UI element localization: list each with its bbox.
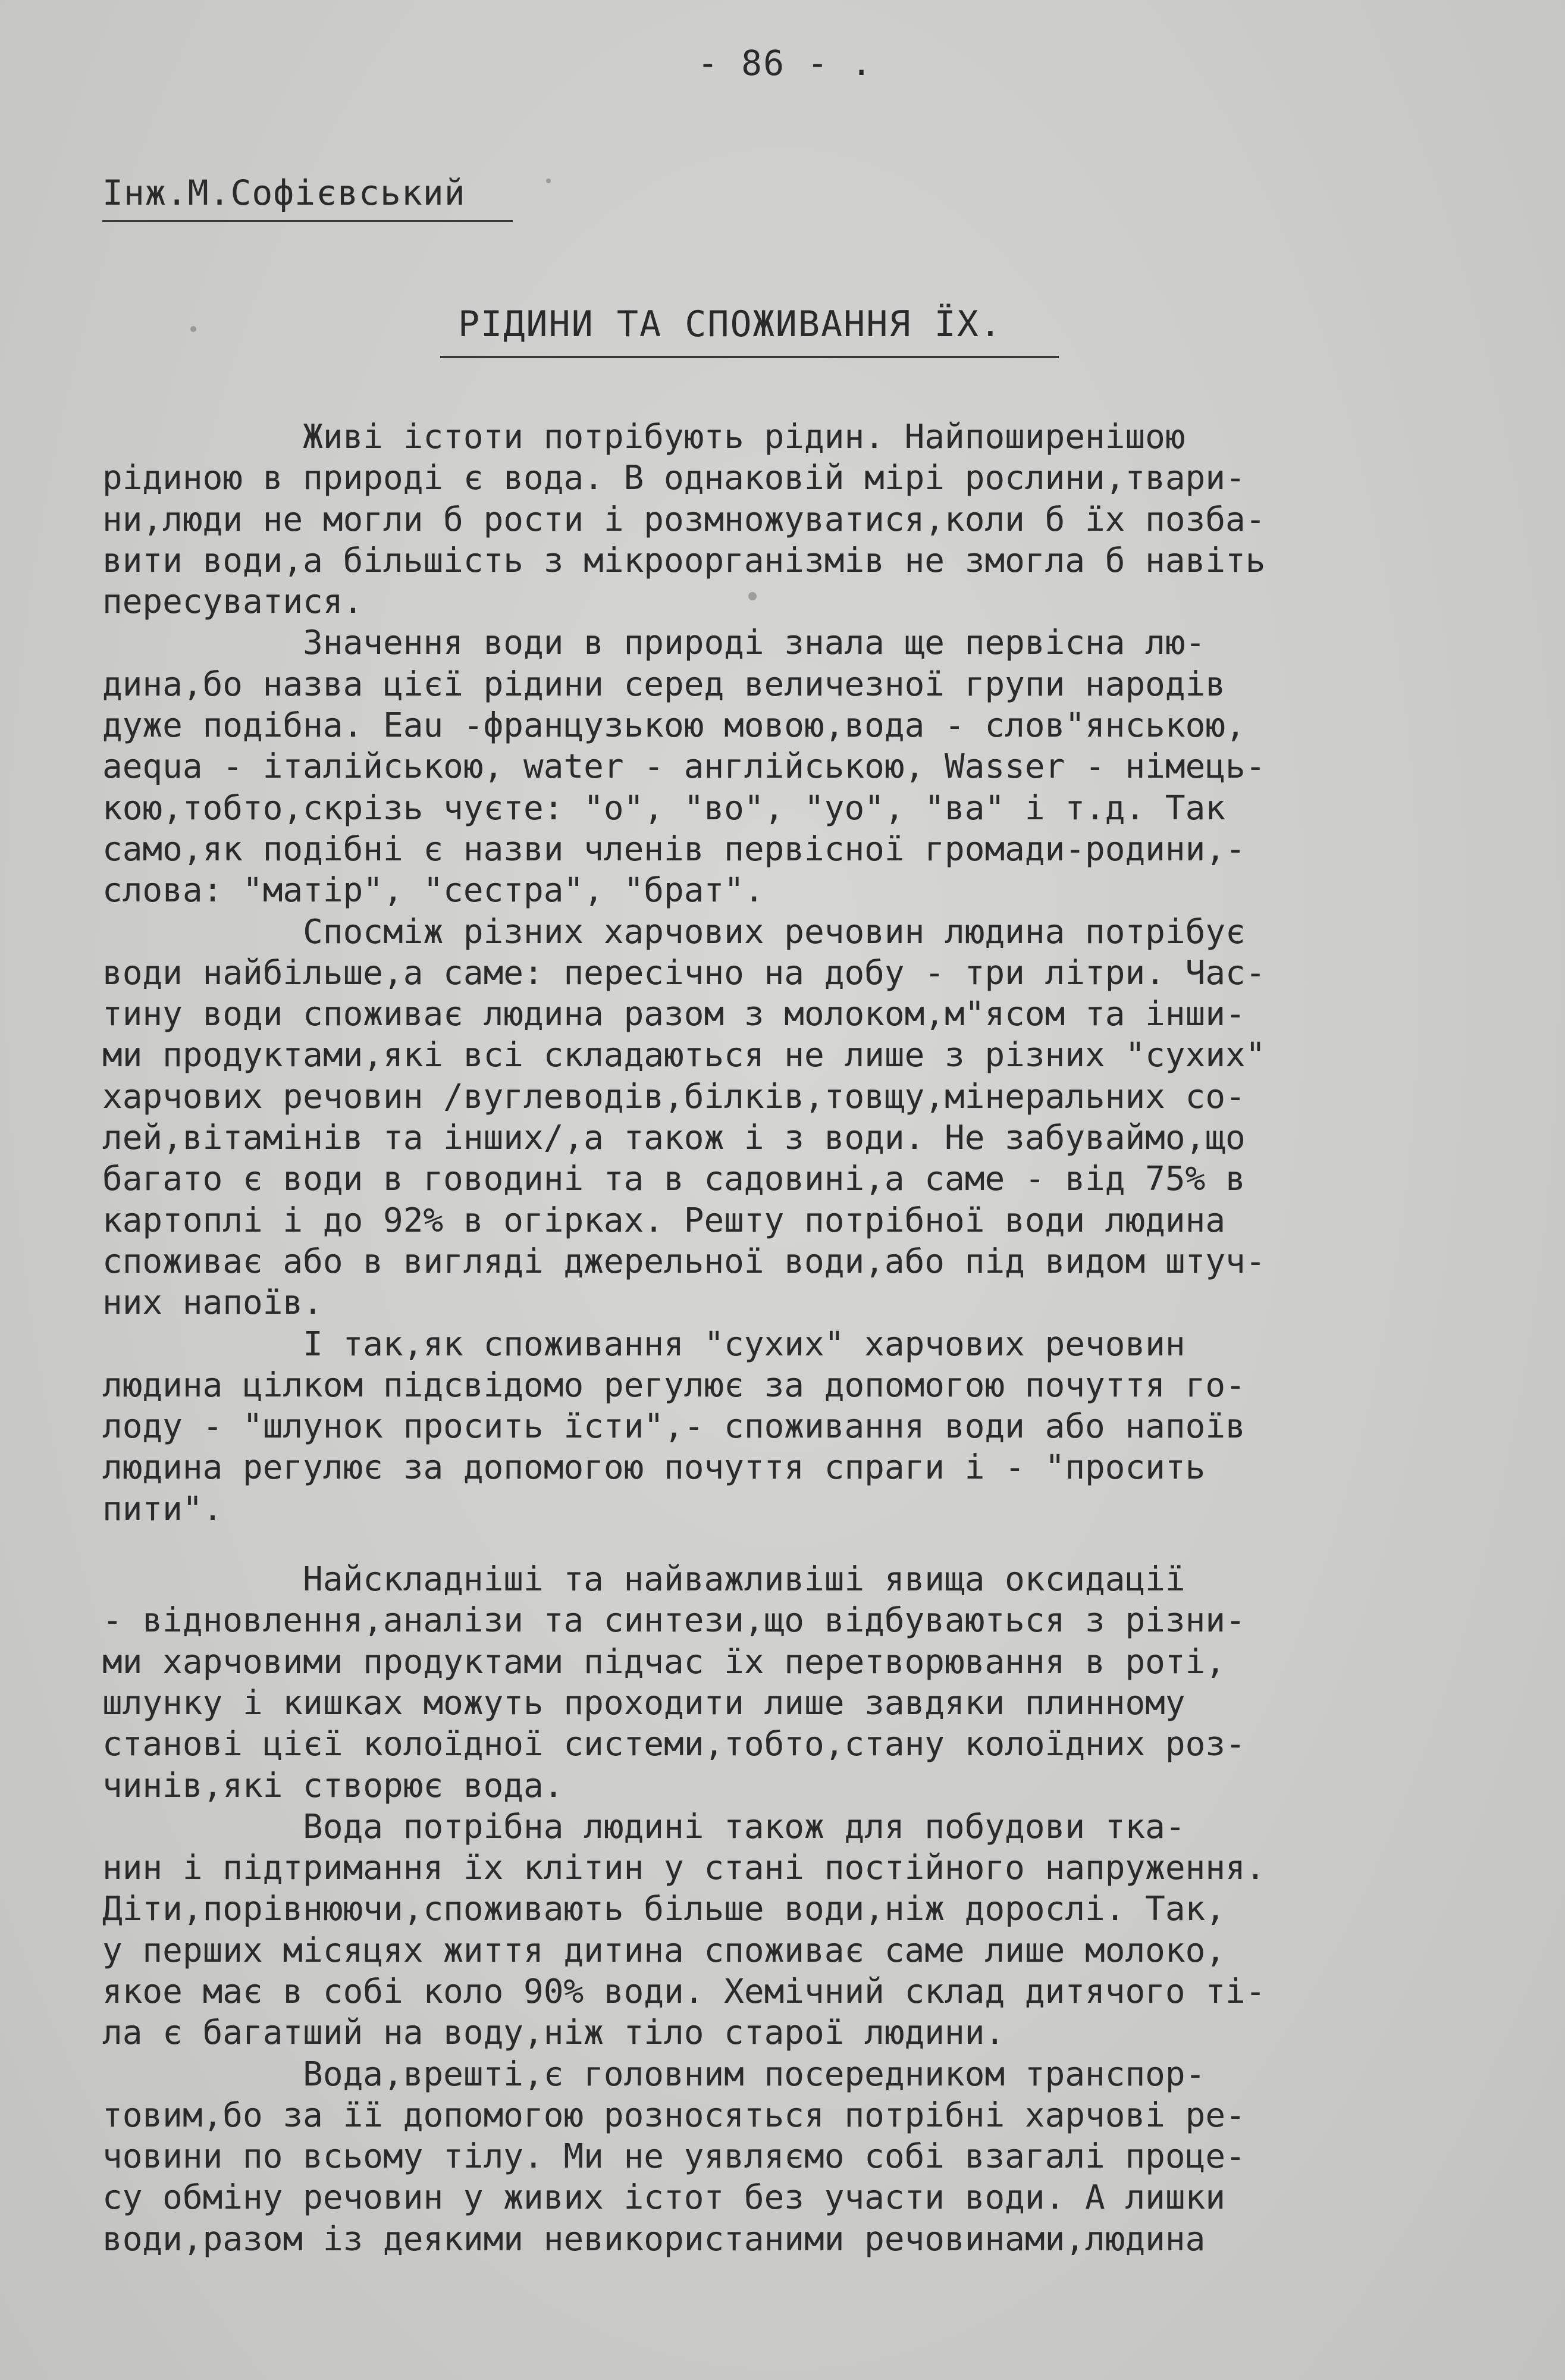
text-line: пити".: [102, 1489, 223, 1529]
author-name: Інж.М.Софієвський: [102, 173, 466, 213]
paragraph: [102, 1324, 1494, 1530]
text-line: кою,тобто,скрізь чуєте: "о", "во", "уо", "ва" і т.д. Так: [102, 788, 1226, 828]
ink-smudge: [190, 326, 196, 332]
text-line: чинів,які створює вода.: [102, 1766, 564, 1805]
text-line: Значення води в природі знала ще первісна лю-: [102, 624, 1206, 663]
article-title: РІДИНИ ТА СПОЖИВАННЯ ЇХ.: [458, 303, 1002, 345]
text-line: ми харчовими продуктами підчас їх перетворювання в роті,: [102, 1642, 1226, 1681]
text-line: су обміну речовин у живих істот без участи води. А лишки: [102, 2178, 1226, 2218]
title-underline: [440, 356, 1059, 358]
text-line: - відновлення,аналізи та синтези,що відбуваються з різни-: [102, 1601, 1246, 1640]
text-line: шлунку і кишках можуть проходити лише завдяки плинному: [102, 1683, 1185, 1723]
text-line: лоду - "шлунок просить їсти",- споживання води або напоїв: [102, 1407, 1246, 1446]
text-line: слова: "матір", "сестра", "брат".: [102, 871, 764, 910]
text-line: води найбільше,а саме: пересічно на добу - три літри. Час-: [102, 953, 1266, 992]
text-line: І так,як споживання "сухих" харчових речовин: [102, 1324, 1185, 1364]
text-line: людина цілком підсвідомо регулює за допомогою почуття го-: [102, 1366, 1246, 1405]
text-line: лей,вітамінів та інших/,а також і з води. Не забуваймо,що: [102, 1119, 1246, 1158]
text-line: човини по всьому тілу. Ми не уявляємо собі взагалі проце-: [102, 2137, 1246, 2177]
paragraph: [102, 2054, 1494, 2260]
text-line: картоплі і до 92% в огірках. Решту потрібної води людина: [102, 1201, 1226, 1240]
article-body: [102, 416, 1494, 2260]
text-line: ла є багатший на воду,ніж тіло старої людини.: [102, 2013, 1005, 2053]
author-underline: [102, 220, 513, 222]
text-line: харчових речовин /вуглеводів,білків,товщу,мінеральних со-: [102, 1077, 1246, 1116]
text-line: Спосміж різних харчових речовин людина потрібує: [102, 912, 1246, 951]
text-line: само,як подібні є назви членів первісної громади-родини,-: [102, 829, 1246, 869]
paragraph: [102, 912, 1494, 1324]
page-number: - 86 - .: [697, 43, 873, 83]
text-line: Найскладніші та найважливіші явища оксидації: [102, 1560, 1185, 1599]
text-line: багато є води в говодині та в садовині,а саме - від 75% в: [102, 1160, 1246, 1199]
paragraph: [102, 1806, 1494, 2054]
text-line: них напоїв.: [102, 1283, 323, 1323]
text-line: людина регулює за допомогою почуття спраги і - "просить: [102, 1448, 1206, 1488]
ink-smudge: [748, 592, 757, 600]
text-line: рідиною в природі є вода. В однаковій мірі рослини,твари-: [102, 459, 1246, 498]
paragraph: [102, 622, 1494, 911]
text-line: пересуватися.: [102, 583, 363, 622]
paragraph-gap: [102, 1530, 1494, 1559]
text-line: ни,люди не могли б рости і розмножуватися,коли б їх позба-: [102, 500, 1266, 539]
text-line: тину води споживає людина разом з молоком,м"ясом та інши-: [102, 995, 1246, 1034]
text-line: вити води,а більшість з мікроорганізмів не змогла б навіть: [102, 541, 1266, 580]
text-line: води,разом із деякими невикористаними речовинами,людина: [102, 2219, 1206, 2259]
text-line: Діти,порівнюючи,споживають більше води,ніж дорослі. Так,: [102, 1890, 1226, 1929]
text-line: ми продуктами,які всі складаються не лише з різних "сухих": [102, 1036, 1266, 1075]
text-line: станові цієї колоїдної системи,тобто,стану колоїдних роз-: [102, 1725, 1246, 1764]
text-line: споживає або в вигляді джерельної води,або під видом штуч-: [102, 1242, 1266, 1281]
text-line: дина,бо назва цієї рідини серед величезної групи народів: [102, 665, 1226, 704]
text-line: Вода потрібна людині також для побудови тка-: [102, 1807, 1185, 1846]
text-line: Вода,врешті,є головним посередником транспор-: [102, 2055, 1206, 2094]
text-line: нин і підтримання їх клітин у стані постійного напруження.: [102, 1849, 1266, 1888]
text-line: товим,бо за її допомогою розносяться потрібні харчові ре-: [102, 2096, 1246, 2135]
paragraph: [102, 1559, 1494, 1806]
text-line: Живі істоти потрібують рідин. Найпоширенішою: [102, 418, 1185, 456]
text-line: дуже подібна. Eau -французькою мовою,вода - слов"янською,: [102, 706, 1246, 746]
paragraph: [102, 416, 1494, 622]
text-line: aequa - італійською, water - англійською, Wasser - німець-: [102, 747, 1266, 787]
text-line: у перших місяцях життя дитина споживає саме лише молоко,: [102, 1931, 1226, 1970]
ink-smudge: [546, 178, 551, 183]
text-line: якое має в собі коло 90% води. Хемічний склад дитячого ті-: [102, 1972, 1266, 2011]
